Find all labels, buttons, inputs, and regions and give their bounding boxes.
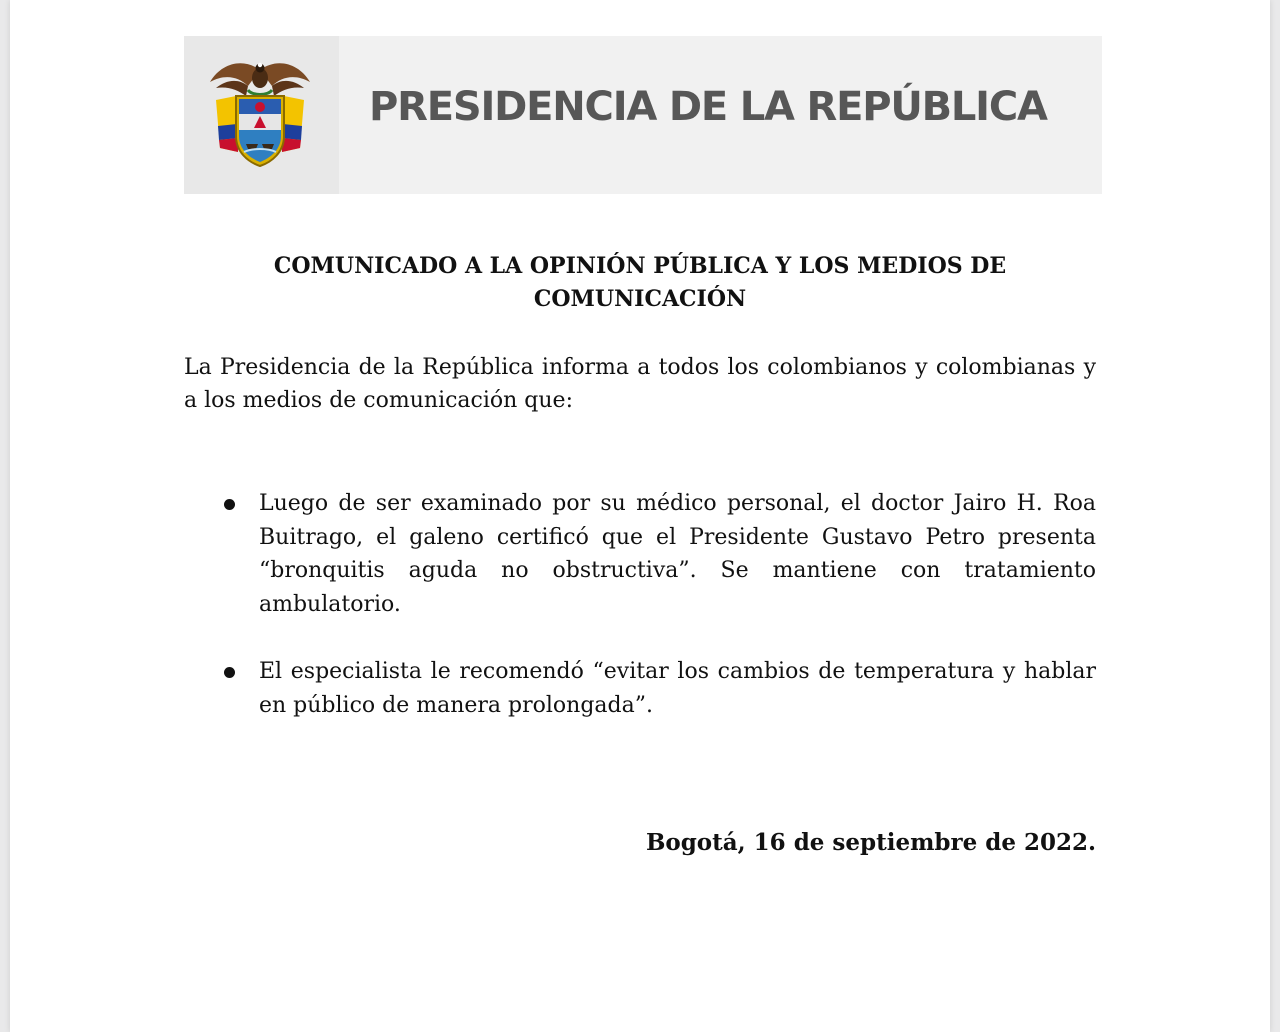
intro-paragraph: La Presidencia de la República informa a todos los colombianos y colombianas y a los medios de comunicación que: <box>184 355 1096 413</box>
place-date-signoff: Bogotá, 16 de septiembre de 2022. <box>645 829 1096 856</box>
bullet-icon <box>224 667 235 678</box>
document-page <box>10 0 1270 1032</box>
title-line-2: COMUNICACIÓN <box>533 286 747 312</box>
bullet-icon <box>224 499 235 510</box>
colombia-coat-of-arms-icon <box>208 56 312 172</box>
bullet-text: El especialista le recomendó “evitar los cambios de temperatura y hablar en público de manera prolongada”. <box>259 659 1096 718</box>
title-line-1: COMUNICADO A LA OPINIÓN PÚBLICA Y LOS MEDIOS DE <box>273 253 1007 279</box>
letterhead <box>184 36 1102 194</box>
list-item <box>184 655 1096 722</box>
list-item <box>184 487 1096 621</box>
communique-title <box>184 250 1096 316</box>
bullet-list <box>184 487 1096 756</box>
organization-name: PRESIDENCIA DE LA REPÚBLICA <box>369 84 1047 130</box>
bullet-text: Luego de ser examinado por su médico personal, el doctor Jairo H. Roa Buitrago, el galeno certificó que el Presidente Gustavo Petro presenta “bronquitis aguda no obstructiva”. Se mantiene con tratamiento ambulatorio. <box>259 491 1096 617</box>
crest-panel <box>184 36 339 194</box>
